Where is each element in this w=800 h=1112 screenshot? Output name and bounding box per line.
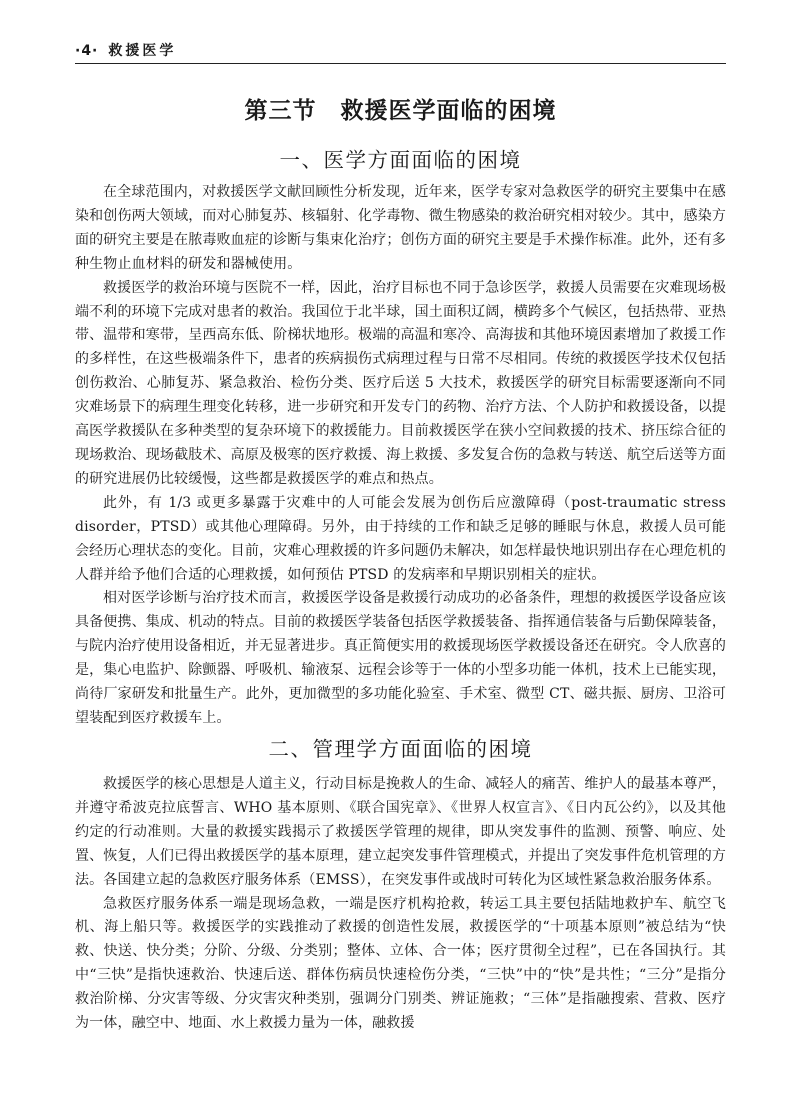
section-title (75, 92, 726, 125)
paragraph: 相对医学诊断与治疗技术而言，救援医学设备是救援行动成功的必备条件，理想的救援医学设备应该具备便携、集成、机动的特点。目前的救援医学装备包括医学救援装备、指挥通信装备与后勤保障装备，与院内治疗使用设备相近，并无显著进步。真正简便实用的救援现场医学救援设备还在研究。令人欣喜的是，集心电监护、除颤器、呼吸机、输液泵、远程会诊等于一体的小型多功能一体机，技术上已能实现，尚待厂家研发和批量生产。此外，更加微型的多功能化验室、手术室、微型 CT、磁共振、厨房、卫浴可望装配到医疗救援车上。 (75, 590, 726, 726)
page-header (75, 40, 726, 62)
running-title: 救援医学 (108, 43, 177, 59)
paragraph: 救援医学的核心思想是人道主义，行动目标是挽救人的生命、减轻人的痛苦、维护人的最基本尊严，并遵守希波克拉底誓言、WHO 基本原则、《联合国宪章》、《世界人权宣言》、《日内瓦公约》，以及其他约定的行动准则。大量的救援实践揭示了救援医学管理的规律，即从突发事件的监测、预警、响应、处置、恢复，人们已得出救援医学的基本原理，建立起突发事件管理模式，并提出了突发事件危机管理的方法。各国建立起的急救医疗服务体系（EMSS），在突发事件或战时可转化为区域性紧急救治服务体系。 (75, 776, 726, 888)
paragraph: 救援医学的救治环境与医院不一样，因此，治疗目标也不同于急诊医学，救援人员需要在灾难现场极端不利的环境下完成对患者的救治。我国位于北半球，国土面积辽阔，横跨多个气候区，包括热带、亚热带、温带和寒带，呈西高东低、阶梯状地形。极端的高温和寒冷、高海拔和其他环境因素增加了救援工作的多样性，在这些极端条件下，患者的疾病损伤式病理过程与日常不尽相同。传统的救援医学技术仅包括创伤救治、心肺复苏、紧急救治、检伤分类、医疗后送 5 大技术，救援医学的研究目标需要逐渐向不同灾难场景下的病理生理变化转移，进一步研究和开发专门的药物、治疗方法、个人防护和救援设备，以提高医学救援队在多种类型的复杂环境下的救援能力。目前救援医学在狭小空间救援的技术、挤压综合征的现场救治、现场截肢术、高原及极寒的医疗救援、海上救援、多发复合伤的急救与转送、航空后送等方面的研究进展仍比较缓慢，这些都是救援医学的难点和热点。 (75, 279, 726, 487)
paragraph: 急救医疗服务体系一端是现场急救，一端是医疗机构抢救，转运工具主要包括陆地救护车、航空飞机、海上船只等。救援医学的实践推动了救援的创造性发展，救援医学的“十项基本原则”被总结为“快救、快送、快分类；分阶、分级、分类别；整体、立体、合一体；医疗贯彻全过程”，已在各国执行。其中“三快”是指快速救治、快速后送、群体伤病员快速检伤分类，“三快”中的“快”是共性；“三分”是指分救治阶梯、分灾害等级、分灾害灾种类别，强调分门别类、辨证施救；“三体”是指融搜索、营救、医疗为一体，融空中、地面、水上救援力量为一体，融救援 (75, 895, 726, 1032)
section-number: 第三节 (244, 98, 317, 124)
subsection-title-1: 一、医学方面面临的困境 (279, 148, 522, 172)
header-rule (75, 63, 726, 64)
page-number: ·4· (75, 43, 99, 59)
paragraph: 在全球范围内，对救援医学文献回顾性分析发现，近年来，医学专家对急救医学的研究主要集中在感染和创伤两大领域，而对心肺复苏、核辐射、化学毒物、微生物感染的救治研究相对较少。其中，感染方面的研究主要是在脓毒败血症的诊断与集束化治疗；创伤方面的研究主要是手术操作标准。此外，还有多种生物止血材料的研发和器械使用。 (75, 184, 726, 272)
subsection-1-body (75, 181, 726, 731)
subsection-title-2: 二、管理学方面面临的困境 (268, 737, 533, 761)
section-heading: 救援医学面临的困境 (340, 98, 557, 124)
subsection-2-body (75, 773, 726, 1036)
paragraph: 此外，有 1/3 或更多暴露于灾难中的人可能会发展为创伤后应激障碍（post-traumatic stress disorder，PTSD）或其他心理障碍。另外，由于持续的工作和缺乏足够的睡眠与休息，救援人员可能会经历心理状态的变化。目前，灾难心理救援的许多问题仍未解决，如怎样最快地识别出存在心理危机的人群并给予他们合适的心理救援，如何预估 PTSD 的发病率和早期识别相关的症状。 (75, 494, 726, 583)
